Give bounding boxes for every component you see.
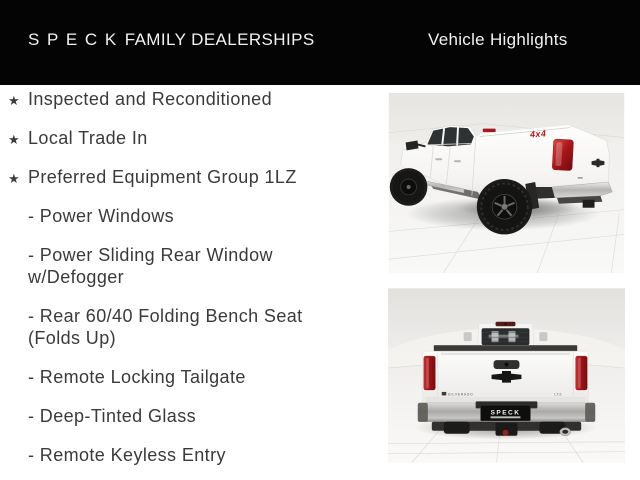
trim-badge: LTZ — [554, 392, 562, 397]
feature-item — [0, 405, 313, 427]
license-plate — [481, 405, 531, 420]
right-mirror — [539, 332, 547, 341]
trailer-hitch — [583, 200, 595, 208]
brand-primary: S P E C K — [28, 30, 118, 49]
feature-item — [0, 366, 313, 388]
backup-camera — [505, 363, 509, 367]
star-bullet-icon: ★ — [8, 132, 21, 147]
feature-text: - Power Windows — [28, 206, 175, 226]
silverado-flag-emblem — [442, 392, 446, 395]
page-title: Vehicle Highlights — [428, 30, 568, 49]
rear-window — [482, 328, 530, 345]
feature-item — [0, 305, 313, 349]
feature-text: Inspected and Reconditioned — [28, 89, 272, 109]
feature-item — [0, 166, 313, 188]
feature-text: - Rear 60/40 Folding Bench Seat (Folds Up) — [28, 306, 303, 348]
feature-text: - Remote Keyless Entry — [28, 445, 226, 465]
feature-item — [0, 88, 313, 110]
feature-item — [0, 127, 313, 149]
vehicle-photos — [388, 93, 625, 463]
brand-secondary: FAMILY DEALERSHIPS — [124, 30, 315, 49]
plate-subtext — [491, 416, 521, 418]
feature-text: Local Trade In — [28, 128, 148, 148]
feature-item — [0, 244, 313, 288]
feature-text: - Power Sliding Rear Window w/Defogger — [28, 245, 273, 287]
feature-text: Preferred Equipment Group 1LZ — [28, 167, 297, 187]
feature-text: - Remote Locking Tailgate — [28, 367, 246, 387]
dealership-name — [28, 30, 315, 50]
front-wheel — [390, 168, 428, 206]
feature-text: - Deep-Tinted Glass — [28, 406, 196, 426]
star-bullet-icon: ★ — [8, 171, 21, 186]
cab-brake-light — [483, 129, 496, 132]
highlights-list — [0, 88, 313, 480]
plate-text: SPECK — [490, 409, 521, 417]
header-bar — [0, 0, 640, 85]
photo-rear-view — [388, 288, 625, 463]
left-mirror — [464, 332, 472, 341]
star-bullet-icon: ★ — [8, 93, 21, 108]
taillight — [552, 139, 573, 171]
feature-item — [0, 444, 313, 466]
photo-rear-quarter-view — [388, 93, 625, 273]
model-badge: SILVERADO — [447, 392, 474, 397]
feature-item — [0, 205, 313, 227]
undercarriage — [432, 422, 581, 436]
rear-wheel — [477, 179, 532, 234]
left-rear-tire — [444, 422, 470, 434]
decal-4x4: 4x4 — [529, 128, 547, 140]
hitch-cover — [503, 430, 509, 436]
